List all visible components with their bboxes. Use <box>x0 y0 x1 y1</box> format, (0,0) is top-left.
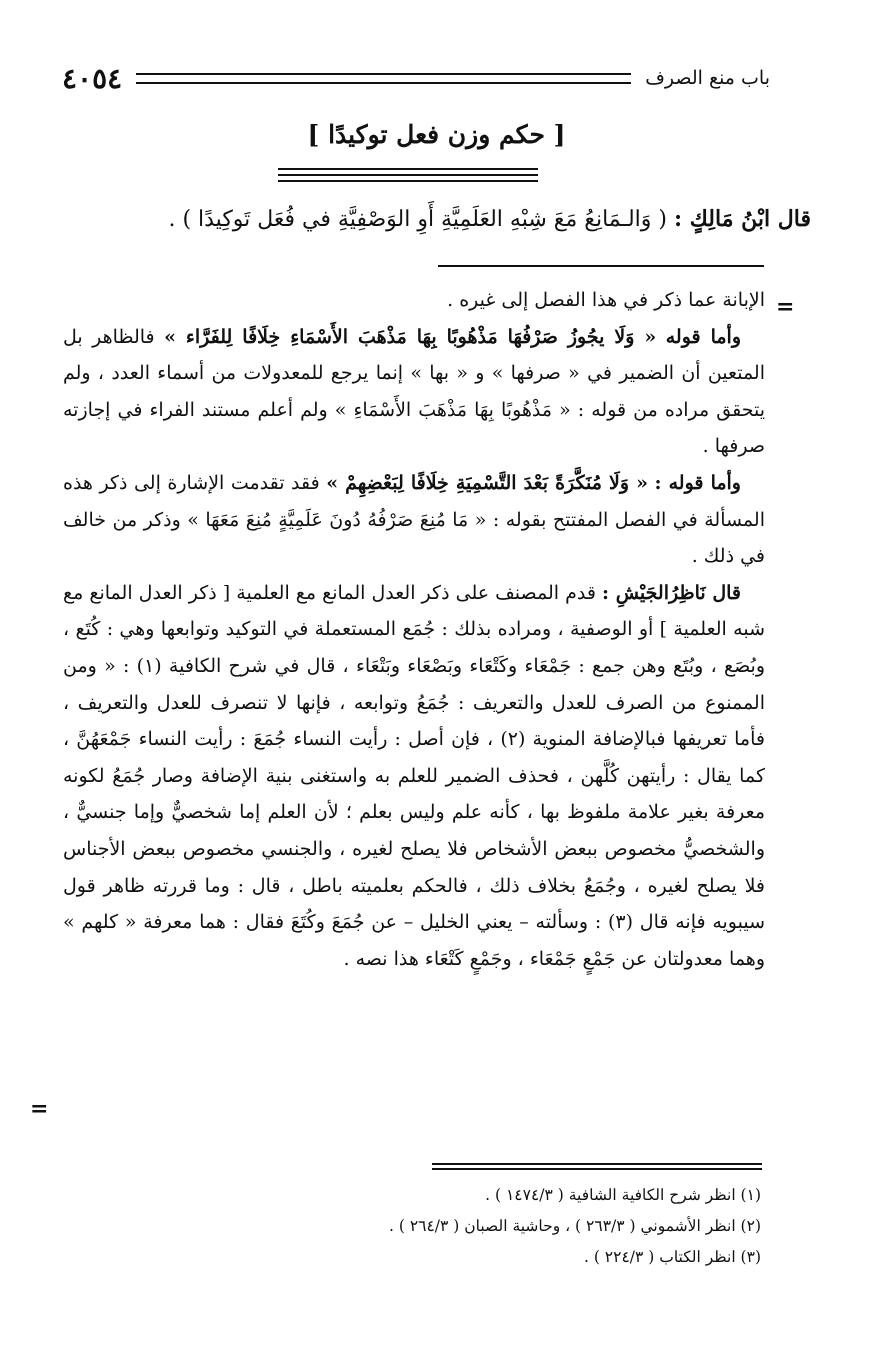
footnote-3: (٣) انظر الكتاب ( ٢٢٤/٣ ) . <box>583 1248 761 1266</box>
continuation-mark-top: = <box>776 294 795 320</box>
footnote-1: (١) انظر شرح الكافية الشافية ( ١٤٧٤/٣ ) . <box>485 1186 761 1204</box>
ibn-malik-quote <box>71 196 811 243</box>
body-text <box>63 282 765 977</box>
paragraph-1: الإبانة عما ذكر في هذا الفصل إلى غيره . <box>447 289 765 311</box>
quote-text: ( وَالـمَانِعُ مَعَ شِبْهِ العَلَمِيَّةِ أَوِ الوَصْفِيَّةِ في فُعَل تَوكِيدًا ) . <box>168 207 667 232</box>
paragraph-3-text: فقد تقدمت الإشارة إلى ذكر هذه المسألة في الفصل المفتتح بقوله : « مَا مُنِعَ صَرْفُهُ دُونَ عَلَمِيَّةٍ مُنِعَ مَعَهَا » وذكر من خالف في ذلك . <box>63 471 765 568</box>
paragraph-4-text: قدم المصنف على ذكر العدل المانع مع العلمية [ ذكر العدل المانع مع شبه العلمية ] أو الوصفية ، ومراده بذلك : جُمَع المستعملة في التوكيد وتوابعها وهي : كُتَع ، وبُصَع ، وبُتَع وهن جمع : جَمْعَاء وكَتْعَاء وبَصْعَاء وبَتْعَاء ، قال في شرح الكافية (١) : « ومن الممنوع من الصرف للعدل والتعريف : جُمَعُ وتوابعه ، فإنها لا تنصرف للعدل والتعريف ، فأما تعريفها فبالإضافة المنوية (٢) ، فإن أصل : رأيت النساء جُمَعَ : رأيت النساء جَمْعَهُنَّ ، كما يقال : رأيتهن كُلَّهن ، فحذف الضمير للعلم به واستغنى بنية الإضافة وصار جُمَعُ لكونه معرفة بغير علامة ملفوظ بها ، كأنه علم وليس بعلم ؛ لأن العلم إما شخصيٌّ وإما جنسيٌّ ، والشخصيُّ مخصوص ببعض الأشخاص فلا يصلح لغيره ، والجنسي مخصوص ببعض الأجناس فلا يصلح لغيره ، وجُمَعُ بخلاف ذلك ، فالحكم بعلميته باطل ، قال : وما قررته ظاهر قول سيبويه فإنه قال (٣) : وسألته – يعني الخليل – عن جُمَعَ وكُتَعَ فقال : هما معرفة « كلهم » وهما معدولتان عن جَمْعٍ جَمْعَاء ، وجَمْعٍ كَتْعَاء هذا نصه . <box>63 581 766 970</box>
heading-rules <box>278 168 538 186</box>
paragraph-3-quote: « وَلَا مُنَكَّرَةً بَعْدَ التَّسْمِيَةِ خِلَافًا لِبَعْضِهِمْ » <box>326 471 648 494</box>
running-title: باب منع الصرف <box>645 67 770 89</box>
paragraph-3 <box>63 465 765 575</box>
quote-lead: قال ابْنُ مَالِكٍ : <box>673 206 811 232</box>
footnotes <box>201 1180 761 1273</box>
paragraph-2-quote: « وَلَا يجُوزُ صَرْفُهَا مَذْهُوبًا بِهَا مَذْهَبَ الأَسْمَاءِ خِلَافًا لِلفَرَّاء » <box>164 325 657 348</box>
page-header <box>62 58 770 98</box>
page-number: ٤٠٥٤ <box>62 61 123 95</box>
header-rule <box>136 73 631 84</box>
paragraph-2-text: فالظاهر بل المتعين أن الضمير في « صرفها » و « بها » إنما يرجع للمعدولات من أسماء العدد ، ولم يتحقق مراده من قوله : « مَذْهُوبًا بِهَا مَذْهَبَ الأَسْمَاءِ » ولم أعلم مستند الفراء في إجازته صرفها . <box>63 325 765 458</box>
footnote-2: (٢) انظر الأشموني ( ٢٦٣/٣ ) ، وحاشية الصبان ( ٢٦٤/٣ ) . <box>389 1217 761 1235</box>
footnote-rule <box>432 1163 762 1173</box>
paragraph-4-lead: قال نَاظِرُالجَيْشِ : <box>602 581 741 604</box>
quote-underline-rule <box>438 265 764 267</box>
paragraph-4 <box>63 575 765 978</box>
section-heading: [ حكم وزن فعل توكيدًا ] <box>307 120 566 149</box>
paragraph-2-lead: وأما قوله <box>665 325 741 348</box>
paragraph-2 <box>63 319 765 465</box>
paragraph-3-lead: وأما قوله : <box>654 471 741 494</box>
continuation-mark-bottom: = <box>30 1096 49 1122</box>
